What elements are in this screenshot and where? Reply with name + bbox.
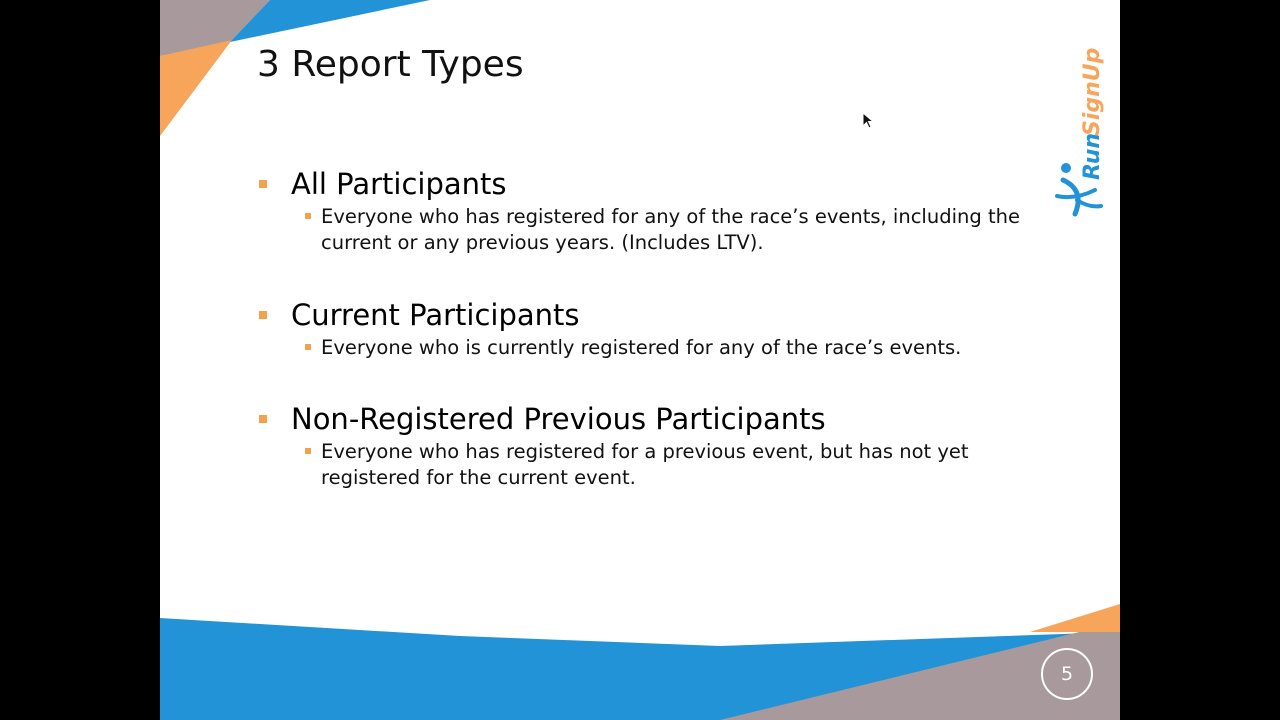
logo-text-signup: SignUp [1080, 47, 1105, 136]
section-description: Everyone who has registered for any of the race’s events, including the current or any previous years. (Includes LTV). [321, 205, 1020, 254]
runsignup-logo [1055, 30, 1110, 225]
sub-bullet-square-icon [305, 344, 311, 350]
section-current-participants [257, 298, 1027, 361]
heading-row [257, 402, 1027, 436]
page-number: 5 [1060, 663, 1074, 685]
bullet-square-icon [259, 311, 267, 319]
section-heading: Non-Registered Previous Participants [291, 402, 826, 436]
description-row [257, 335, 1027, 361]
heading-row [257, 167, 1027, 201]
section-description: Everyone who has registered for a previous event, but has not yet registered for the current event. [321, 440, 969, 489]
top-left-orange-ribbon [160, 40, 232, 136]
logo-text-run: Run [1080, 132, 1105, 180]
description-row [257, 439, 1027, 491]
mouse-pointer-icon [862, 112, 874, 130]
description-row [257, 204, 1027, 256]
sub-bullet-square-icon [305, 213, 311, 219]
bullet-square-icon [259, 415, 267, 423]
page-number-badge [1041, 648, 1093, 700]
section-all-participants [257, 167, 1027, 256]
presentation-slide [160, 0, 1120, 720]
slide-title: 3 Report Types [257, 44, 524, 85]
bottom-orange-band [1030, 604, 1120, 632]
section-heading: All Participants [291, 167, 507, 201]
heading-row [257, 298, 1027, 332]
section-heading: Current Participants [291, 298, 580, 332]
section-description: Everyone who is currently registered for any of the race’s events. [321, 336, 962, 359]
bullet-square-icon [259, 180, 267, 188]
sub-bullet-square-icon [305, 448, 311, 454]
section-non-registered-previous-participants [257, 402, 1027, 491]
